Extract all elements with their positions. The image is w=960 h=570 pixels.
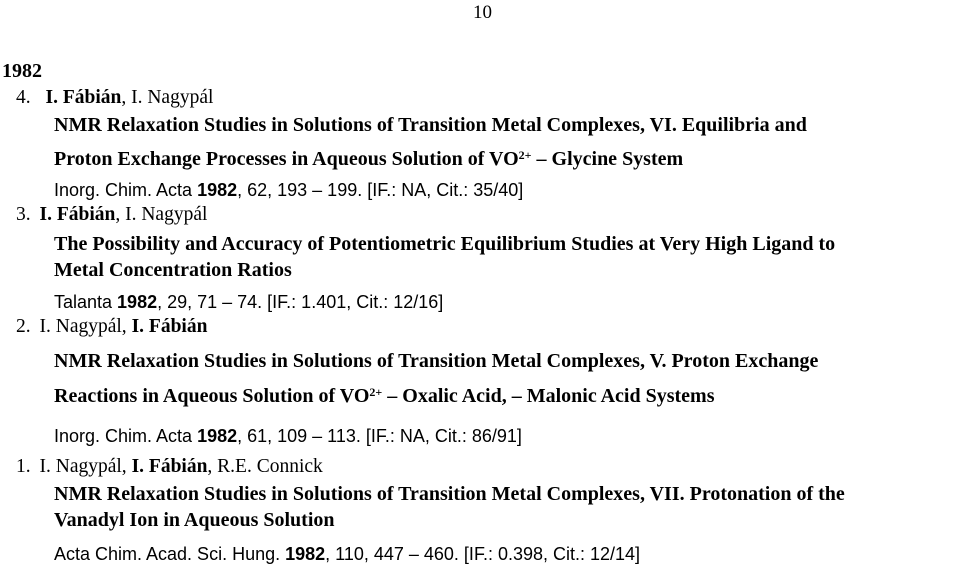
entry-number: 4. [16,87,31,108]
author-bold: I. Fábián [39,204,116,225]
entry-1-title-line-2: Vanadyl Ion in Aqueous Solution [54,509,335,531]
year-heading: 1982 [2,60,42,82]
author-bold: I. Fábián [131,316,208,337]
title-text: – Glycine System [531,148,684,170]
charge-superscript: 2+ [518,148,532,162]
entry-1-title-line-1: NMR Relaxation Studies in Solutions of Transition Metal Complexes, VII. Protonation of the [54,483,845,505]
title-text: Proton Exchange Processes in Aqueous Solution of VO [54,148,519,170]
entry-3-authors [16,203,207,227]
entry-4-authors [16,86,213,110]
journal-name: Inorg. Chim. Acta [54,426,198,446]
author-pre: I. Nagypál, [39,316,132,337]
entry-4-citation [54,178,523,202]
author-bold: I. Fábián [131,456,208,477]
author-pre: I. Nagypál, [39,456,132,477]
citation-year: 1982 [197,426,238,446]
entry-number: 3. [16,204,31,225]
entry-number: 2. [16,316,31,337]
charge-superscript: 2+ [369,385,383,399]
author-bold: I. Fábián [45,87,122,108]
author-rest: , I. Nagypál [121,87,214,108]
citation-details: , 29, 71 – 74. [IF.: 1.401, Cit.: 12/16] [157,292,444,312]
entry-2-authors [16,315,207,339]
journal-name: Acta Chim. Acad. Sci. Hung. [54,544,286,564]
entry-number: 1. [16,456,31,477]
citation-details: , 61, 109 – 113. [IF.: NA, Cit.: 86/91] [237,426,522,446]
page-number: 10 [473,2,492,23]
entry-4-title-line-1: NMR Relaxation Studies in Solutions of Transition Metal Complexes, VI. Equilibria and [54,114,807,136]
author-rest: , R.E. Connick [207,456,323,477]
entry-1-citation [54,542,640,566]
entry-2-citation [54,424,522,448]
journal-name: Talanta [54,292,118,312]
entry-2-title-line-1: NMR Relaxation Studies in Solutions of Transition Metal Complexes, V. Proton Exchange [54,350,819,372]
entry-2-title-line-2 [54,384,714,408]
citation-year: 1982 [197,180,238,200]
journal-name: Inorg. Chim. Acta [54,180,198,200]
citation-details: , 62, 193 – 199. [IF.: NA, Cit.: 35/40] [237,180,524,200]
title-text: – Oxalic Acid, – Malonic Acid Systems [382,385,715,407]
entry-1-authors [16,455,323,479]
entry-3-title-line-2: Metal Concentration Ratios [54,259,292,281]
citation-year: 1982 [285,544,326,564]
citation-details: , 110, 447 – 460. [IF.: 0.398, Cit.: 12/14] [325,544,641,564]
entry-3-citation [54,290,443,314]
citation-year: 1982 [117,292,158,312]
entry-4-title-line-2 [54,147,683,171]
entry-3-title-line-1: The Possibility and Accuracy of Potentiometric Equilibrium Studies at Very High Ligand to [54,233,836,255]
title-text: Reactions in Aqueous Solution of VO [54,385,370,407]
author-rest: , I. Nagypál [115,204,208,225]
